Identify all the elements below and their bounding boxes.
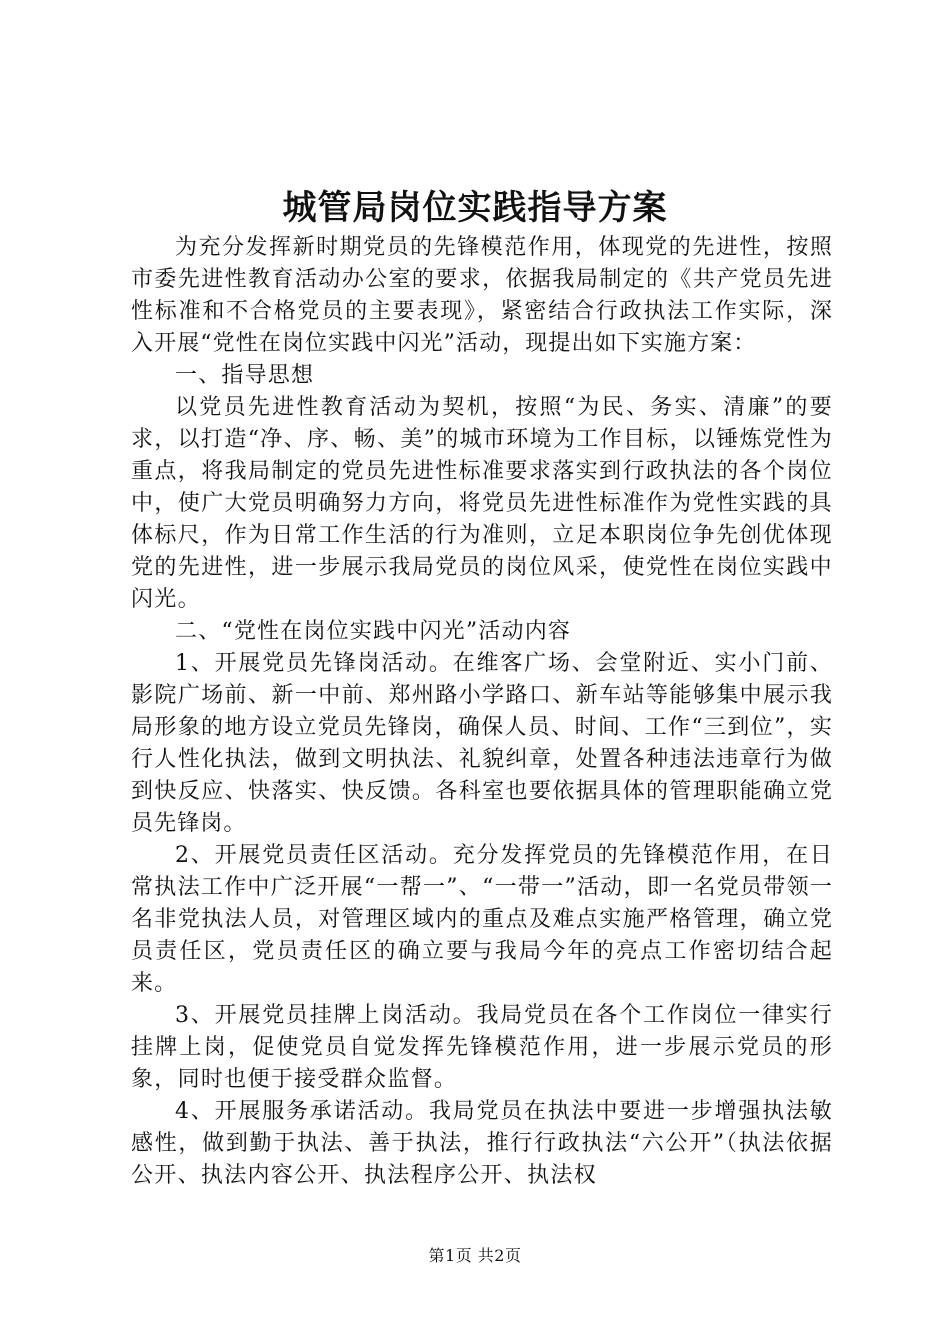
intro-paragraph: 为充分发挥新时期党员的先锋模范作用，体现党的先进性，按照市委先进性教育活动办公室的要求，依据我局制定的《共产党员先进性标准和不合格党员的主要表现》，紧密结合行政执法工作实际，深入开展“党性在岗位实践中闪光”活动，现提出如下实施方案： (131, 235, 833, 356)
section-heading-guiding-ideology: 一、指导思想 (175, 363, 315, 388)
activity-item-2: 2、开展党员责任区活动。充分发挥党员的先锋模范作用，在日常执法工作中广泛开展“一帮一”、“一带一”活动，即一名党员带领一名非党执法人员，对管理区域内的重点及难点实施严格管理，确立党员责任区，党员责任区的确立要与我局今年的亮点工作密切结合起来。 (131, 843, 833, 996)
activity-item-3: 3、开展党员挂牌上岗活动。我局党员在各个工作岗位一律实行挂牌上岗，促使党员自觉发挥先锋模范作用，进一步展示党员的形象，同时也便于接受群众监督。 (131, 1003, 833, 1092)
section-heading-activity-content: 二、“党性在岗位实践中闪光”活动内容 (175, 619, 572, 644)
document-title: 城管局岗位实践指导方案 (282, 188, 668, 228)
activity-item-4: 4、开展服务承诺活动。我局党员在执法中要进一步增强执法敏感性，做到勤于执法、善于执法，推行行政执法“六公开”（执法依据公开、执法内容公开、执法程序公开、执法权 (131, 1099, 833, 1188)
document-body (131, 232, 833, 1192)
guiding-ideology-paragraph: 以党员先进性教育活动为契机，按照“为民、务实、清廉”的要求，以打造“净、序、畅、美”的城市环境为工作目标，以锤炼党性为重点，将我局制定的党员先进性标准要求落实到行政执法的各个岗位中，使广大党员明确努力方向，将党员先进性标准作为党性实践的具体标尺，作为日常工作生活的行为准则，立足本职岗位争先创优体现党的先进性，进一步展示我局党员的岗位风采，使党性在岗位实践中闪光。 (131, 395, 833, 612)
page-footer: 第1页 共2页 (428, 1246, 522, 1265)
activity-item-1: 1、开展党员先锋岗活动。在维客广场、会堂附近、实小门前、影院广场前、新一中前、郑州路小学路口、新车站等能够集中展示我局形象的地方设立党员先锋岗，确保人员、时间、工作“三到位”，实行人性化执法，做到文明执法、礼貌纠章，处置各种违法违章行为做到快反应、快落实、快反馈。各科室也要依据具体的管理职能确立党员先锋岗。 (131, 651, 833, 836)
